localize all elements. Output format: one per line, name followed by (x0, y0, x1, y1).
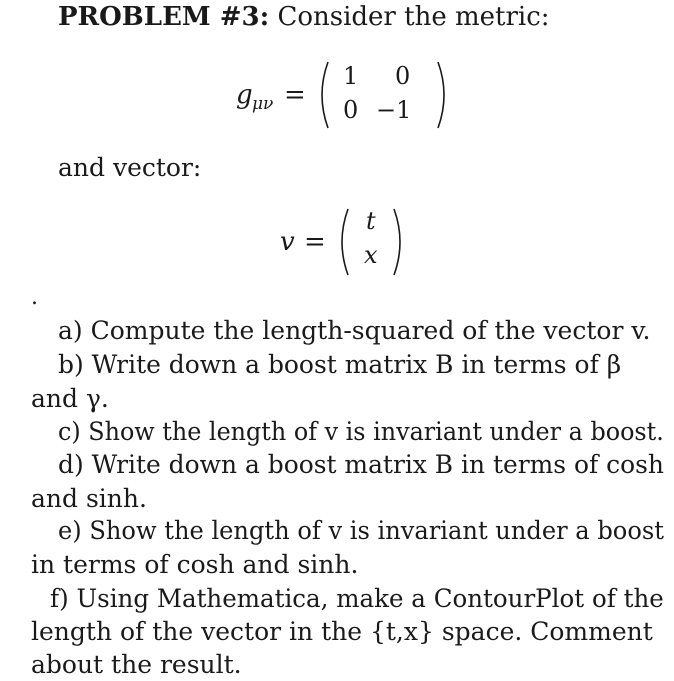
metric-symbol: g (236, 80, 253, 110)
item-f-line3: about the result. (31, 650, 242, 679)
metric-cell: 0 (395, 62, 411, 90)
item-d-line2: and sinh. (31, 484, 147, 513)
stray-period: . (31, 285, 38, 310)
metric-cell: 0 (343, 96, 359, 124)
item-e-line2: in terms of cosh and sinh. (31, 550, 359, 579)
metric-subscript: μν (252, 94, 274, 114)
item-d-line1: d) Write down a boost matrix B in terms of cosh (58, 450, 664, 479)
metric-left-paren (314, 60, 330, 130)
item-b-line2: and γ. (31, 384, 109, 413)
metric-cell: 1 (343, 62, 359, 90)
vector-left-paren (334, 207, 350, 277)
item-f-line1: f) Using Mathematica, make a ContourPlot of the (50, 584, 664, 613)
item-a: a) Compute the length-squared of the vector v. (58, 316, 651, 345)
vector-entry: t (366, 207, 376, 235)
vector-equation (276, 205, 426, 280)
metric-equation (230, 60, 470, 140)
vector-equals: = (304, 227, 326, 257)
vector-intro: and vector: (58, 153, 202, 182)
item-c: c) Show the length of v is invariant under a boost. (58, 417, 664, 446)
problem-heading (58, 2, 550, 32)
vector-entry: x (364, 241, 378, 269)
problem-label: PROBLEM #3: (58, 2, 270, 32)
item-f-line2: length of the vector in the {t,x} space. Comment (31, 617, 653, 646)
vector-symbol: v (280, 227, 295, 257)
vector-right-paren (392, 207, 408, 277)
metric-right-paren (436, 60, 452, 130)
metric-equals: = (284, 80, 306, 110)
problem-intro: Consider the metric: (277, 2, 550, 32)
metric-cell: −1 (376, 96, 412, 124)
item-b-line1: b) Write down a boost matrix B in terms of β (58, 350, 622, 379)
item-e-line1: e) Show the length of v is invariant under a boost (58, 516, 664, 545)
